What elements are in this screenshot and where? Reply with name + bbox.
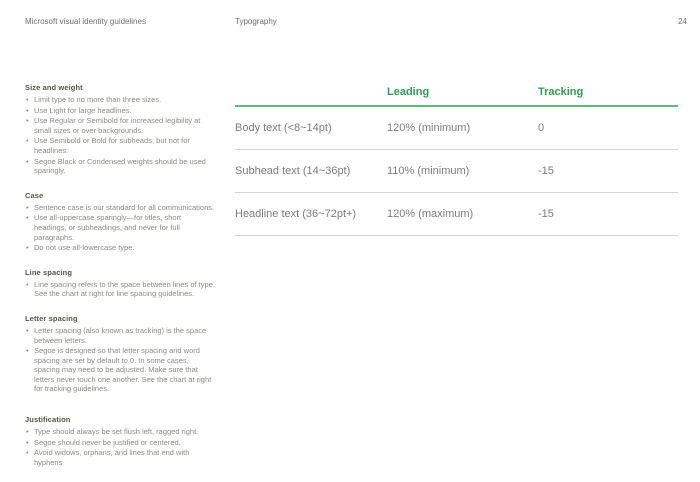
guideline-bullet: • Letter spacing (also known as tracking) is the space between letters. <box>25 326 215 345</box>
guideline-bullet: • Line spacing refers to the space between lines of type. See the chart at right for line spacing guidelines. <box>25 280 215 299</box>
page-number: 24 <box>678 17 687 26</box>
row-label: Subhead text (14~36pt) <box>235 165 351 177</box>
guideline-bullet: • Segoe is designed so that letter spacing and word spacing are set by default to 0. In some cases, spacing may need to be adjusted. Make sure that letters never touch one another. See the chart at right for tracking guidelines. <box>25 346 215 394</box>
bullet-list <box>25 95 215 176</box>
chapter-title: Typography <box>235 17 277 26</box>
row-label: Body text (<8~14pt) <box>235 122 332 134</box>
guideline-bullet: • Avoid widows, orphans, and lines that end with hyphens <box>25 448 215 467</box>
section-heading: Letter spacing <box>25 313 78 323</box>
guideline-bullet: • Use Light for large headlines. <box>25 106 215 116</box>
row-tracking-value: 0 <box>538 122 545 134</box>
section-heading: Line spacing <box>25 267 73 277</box>
header-leading: Leading <box>387 86 430 98</box>
row-label: Headline text (36~72pt+) <box>235 208 357 220</box>
bullet-list <box>25 326 215 394</box>
guidelines-sidebar <box>25 83 215 482</box>
bullet-list <box>25 280 215 299</box>
table-row <box>235 193 678 236</box>
section-justification <box>25 415 215 467</box>
guideline-bullet: • Sentence case is our standard for all communications. <box>25 203 215 213</box>
guideline-bullet: • Type should always be set flush left, ragged right. <box>25 427 215 437</box>
bullet-list <box>25 427 215 467</box>
row-leading-value: 110% (minimum) <box>387 165 470 177</box>
bullet-list <box>25 203 215 253</box>
section-heading: Size and weight <box>25 83 83 92</box>
section-line-spacing <box>25 268 215 299</box>
section-case <box>25 191 215 253</box>
leading-tracking-table <box>235 86 678 236</box>
row-leading-value: 120% (minimum) <box>387 122 471 134</box>
document-title: Microsoft visual identity guidelines <box>25 17 146 26</box>
guideline-bullet: • Segoe Black or Condensed weights should be used sparingly. <box>25 157 215 176</box>
header-tracking: Tracking <box>538 86 584 98</box>
row-tracking-value: -15 <box>538 208 554 220</box>
section-letter-spacing <box>25 314 215 394</box>
guideline-bullet: • Do not use all-lowercase type. <box>25 243 215 253</box>
row-leading-value: 120% (maximum) <box>387 208 474 220</box>
row-tracking-value: -15 <box>538 165 554 177</box>
guideline-bullet: • Limit type to no more than three sizes. <box>25 95 215 105</box>
guideline-bullet: • Use Semibold or Bold for subheads, but not for headlines. <box>25 136 215 155</box>
guideline-bullet: • Use all-uppercase sparingly—for titles, short headings, or subheadings, and never for full paragraphs. <box>25 213 215 242</box>
table-row <box>235 150 678 193</box>
guideline-bullet: • Use Regular or Semibold for increased legibility at small sizes or over backgrounds. <box>25 116 215 135</box>
section-size-and-weight <box>25 83 215 176</box>
table-row <box>235 107 678 150</box>
section-heading: Case <box>25 190 44 200</box>
section-heading: Justification <box>25 415 71 425</box>
table-header-row <box>235 86 678 107</box>
guideline-bullet: • Segoe should never be justified or centered. <box>25 438 215 448</box>
